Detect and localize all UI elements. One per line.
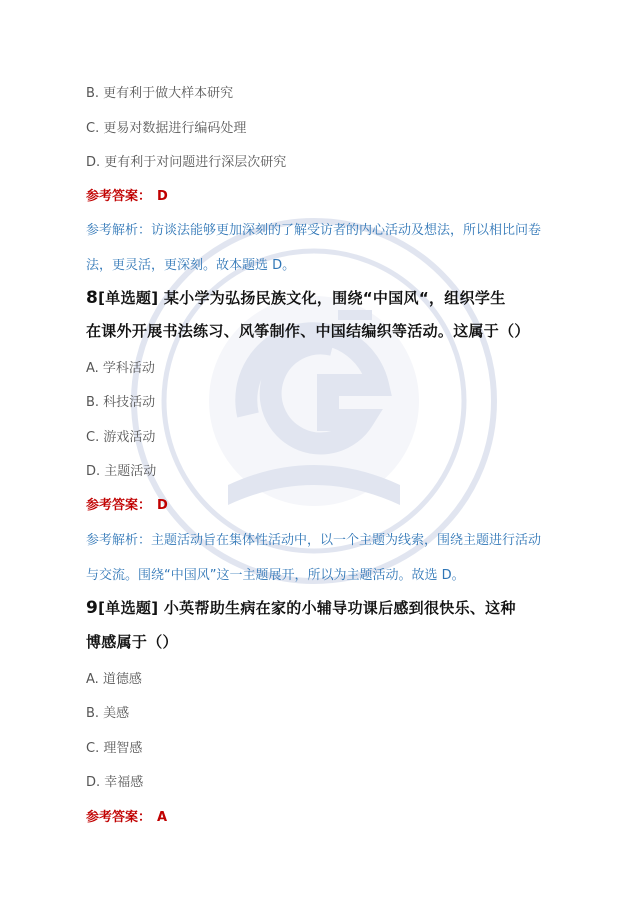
question-9-stem-line-2: 博感属于（）: [86, 633, 178, 651]
answer-label: 参考答案：: [86, 810, 152, 825]
option-c: C. 游戏活动: [86, 430, 156, 445]
answer-value: D: [157, 189, 168, 204]
question-stem: [单选题] 小英帮助生病在家的小辅导功课后感到很快乐、这种: [98, 599, 516, 617]
option-d: D. 幸福感: [86, 775, 144, 790]
analysis-line-1: 参考解析：主题活动旨在集体性活动中，以一个主题为线索，围绕主题进行活动: [86, 533, 542, 548]
question-number: 9: [86, 598, 99, 618]
option-a: A. 道德感: [86, 672, 142, 687]
analysis-line-1: 参考解析：访谈法能够更加深刻的了解受访者的内心活动及想法，所以相比问卷: [86, 223, 542, 238]
option-d: D. 更有利于对问题进行深层次研究: [86, 155, 287, 170]
option-d: D. 主题活动: [86, 464, 157, 479]
analysis-line-2: 法，更灵活，更深刻。故本题选 D。: [86, 258, 296, 273]
answer-label: 参考答案：: [86, 189, 152, 204]
option-b: B. 美感: [86, 706, 130, 721]
answer-line: [86, 494, 168, 513]
answer-line: [86, 185, 168, 204]
question-8-stem-line-1: [86, 287, 506, 308]
answer-value: D: [157, 498, 168, 513]
option-c: C. 更易对数据进行编码处理: [86, 121, 247, 136]
option-c: C. 理智感: [86, 741, 143, 756]
option-b: B. 科技活动: [86, 395, 156, 410]
answer-label: 参考答案：: [86, 498, 152, 513]
option-b: B. 更有利于做大样本研究: [86, 86, 234, 101]
option-a: A. 学科活动: [86, 361, 155, 376]
analysis-line-2: 与交流。围绕“中国风”这一主题展开，所以为主题活动。故选 D。: [86, 568, 465, 583]
question-stem: [单选题] 某小学为弘扬民族文化，围绕“中国风“，组织学生: [98, 289, 506, 307]
answer-value: A: [157, 810, 168, 825]
question-9-stem-line-1: [86, 597, 516, 618]
answer-line: [86, 806, 167, 825]
question-8-stem-line-2: 在课外开展书法练习、风筝制作、中国结编织等活动。这属于（）: [86, 322, 530, 340]
question-number: 8: [86, 288, 99, 308]
